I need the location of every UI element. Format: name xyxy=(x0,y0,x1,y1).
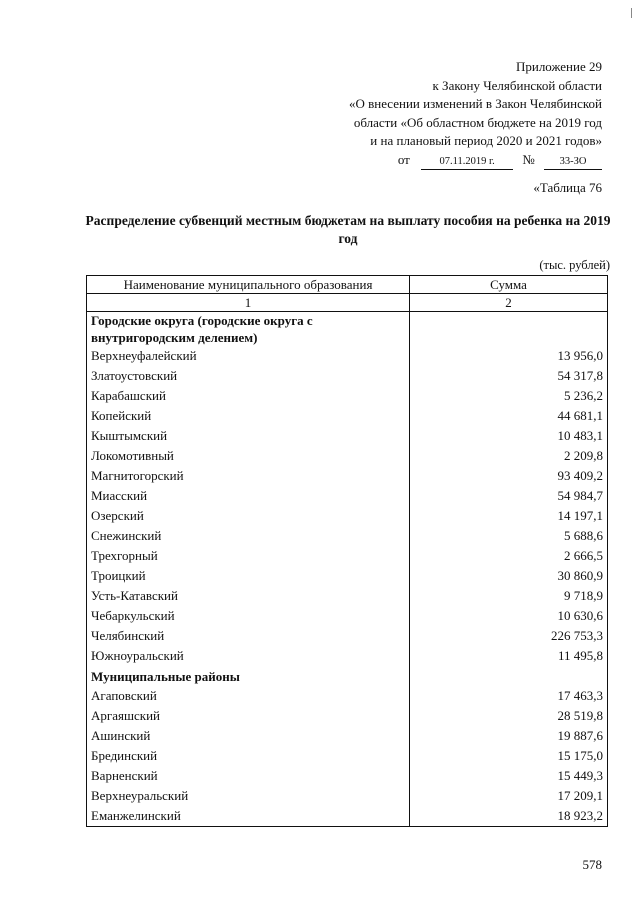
subvention-amount: 10 483,1 xyxy=(410,426,608,446)
subvention-amount: 44 681,1 xyxy=(410,406,608,426)
annex-date-line xyxy=(349,151,602,170)
table-row xyxy=(87,486,608,506)
annex-line-1: Приложение 29 xyxy=(515,59,602,74)
table-row xyxy=(87,746,608,766)
municipality-name: Троицкий xyxy=(87,566,410,586)
municipality-name: Златоустовский xyxy=(87,366,410,386)
annex-line-5: и на плановый период 2020 и 2021 годов» xyxy=(370,133,602,148)
table-row xyxy=(87,506,608,526)
municipality-name: Верхнеуфалейский xyxy=(87,346,410,366)
municipality-name: Верхнеуральский xyxy=(87,786,410,806)
subvention-amount: 54 984,7 xyxy=(410,486,608,506)
subvention-amount: 17 209,1 xyxy=(410,786,608,806)
scan-edge-mark xyxy=(631,8,632,18)
municipality-name: Чебаркульский xyxy=(87,606,410,626)
municipality-name: Озерский xyxy=(87,506,410,526)
table-row xyxy=(87,806,608,827)
table-row xyxy=(87,706,608,726)
table-row xyxy=(87,646,608,666)
subvention-amount: 5 236,2 xyxy=(410,386,608,406)
municipality-name: Челябинский xyxy=(87,626,410,646)
subvention-amount: 15 449,3 xyxy=(410,766,608,786)
page-number: 578 xyxy=(582,857,602,872)
subvention-amount: 11 495,8 xyxy=(410,646,608,666)
table-row xyxy=(87,426,608,446)
group-row-city-districts xyxy=(87,312,608,347)
table-row xyxy=(87,606,608,626)
table-row xyxy=(87,626,608,646)
table-row xyxy=(87,586,608,606)
subvention-amount: 13 956,0 xyxy=(410,346,608,366)
column-number-1: 1 xyxy=(87,294,410,312)
municipality-name: Еманжелинский xyxy=(87,806,410,827)
from-label: от xyxy=(397,151,410,167)
group-title-municipal-districts: Муниципальные районы xyxy=(87,666,410,686)
subvention-amount: 5 688,6 xyxy=(410,526,608,546)
annex-line-3: «О внесении изменений в Закон Челябинской xyxy=(348,96,602,111)
group-row-municipal-districts xyxy=(87,666,608,686)
subvention-amount: 2 209,8 xyxy=(410,446,608,466)
municipality-name: Ашинский xyxy=(87,726,410,746)
table-row xyxy=(87,726,608,746)
law-date: 07.11.2019 г. xyxy=(421,155,513,170)
table-body xyxy=(87,312,608,827)
column-header-name: Наименование муниципального образования xyxy=(87,276,410,294)
subvention-amount: 28 519,8 xyxy=(410,706,608,726)
municipality-name: Усть-Катавский xyxy=(87,586,410,606)
table-label: «Таблица 76 xyxy=(533,180,602,195)
municipality-name: Магнитогорский xyxy=(87,466,410,486)
table-row xyxy=(87,406,608,426)
document-title: Распределение субвенций местным бюджетам на выплату пособия на ребенка на 2019 год xyxy=(85,213,611,246)
annex-line-4: области «Об областном бюджете на 2019 год xyxy=(353,114,602,130)
subvention-table xyxy=(86,275,608,827)
unit-label: (тыс. рублей) xyxy=(539,258,610,272)
subvention-amount: 9 718,9 xyxy=(410,586,608,606)
municipality-name: Копейский xyxy=(87,406,410,426)
municipality-name: Трехгорный xyxy=(87,546,410,566)
table-row xyxy=(87,566,608,586)
table-row xyxy=(87,526,608,546)
table-header-row xyxy=(87,276,608,294)
column-header-sum: Сумма xyxy=(410,276,608,294)
table-row xyxy=(87,346,608,366)
municipality-name: Карабашский xyxy=(87,386,410,406)
table-colnum-row xyxy=(87,294,608,312)
subvention-amount: 93 409,2 xyxy=(410,466,608,486)
subvention-amount: 14 197,1 xyxy=(410,506,608,526)
table-row xyxy=(87,446,608,466)
law-number: 33-ЗО xyxy=(544,155,602,170)
municipality-name: Миасский xyxy=(87,486,410,506)
municipality-name: Агаповский xyxy=(87,686,410,706)
table-row xyxy=(87,386,608,406)
municipality-name: Локомотивный xyxy=(87,446,410,466)
subvention-amount: 17 463,3 xyxy=(410,686,608,706)
table-row xyxy=(87,546,608,566)
annex-header xyxy=(349,58,602,170)
subvention-amount: 30 860,9 xyxy=(410,566,608,586)
subvention-amount: 15 175,0 xyxy=(410,746,608,766)
table-row xyxy=(87,786,608,806)
municipality-name: Снежинский xyxy=(87,526,410,546)
column-number-2: 2 xyxy=(410,294,608,312)
subvention-amount: 2 666,5 xyxy=(410,546,608,566)
group-title-city-districts: Городские округа (городские округа с внутригородским делением) xyxy=(87,312,410,347)
annex-line-2: к Закону Челябинской области xyxy=(432,77,602,93)
municipality-name: Аргаяшский xyxy=(87,706,410,726)
subvention-amount: 54 317,8 xyxy=(410,366,608,386)
number-label: № xyxy=(522,151,535,167)
municipality-name: Южноуральский xyxy=(87,646,410,666)
table-row xyxy=(87,466,608,486)
subvention-amount: 18 923,2 xyxy=(410,806,608,827)
subvention-amount: 19 887,6 xyxy=(410,726,608,746)
table-row xyxy=(87,766,608,786)
municipality-name: Кыштымский xyxy=(87,426,410,446)
municipality-name: Варненский xyxy=(87,766,410,786)
table-row xyxy=(87,366,608,386)
municipality-name: Брединский xyxy=(87,746,410,766)
subvention-amount: 10 630,6 xyxy=(410,606,608,626)
subvention-amount: 226 753,3 xyxy=(410,626,608,646)
table-row xyxy=(87,686,608,706)
